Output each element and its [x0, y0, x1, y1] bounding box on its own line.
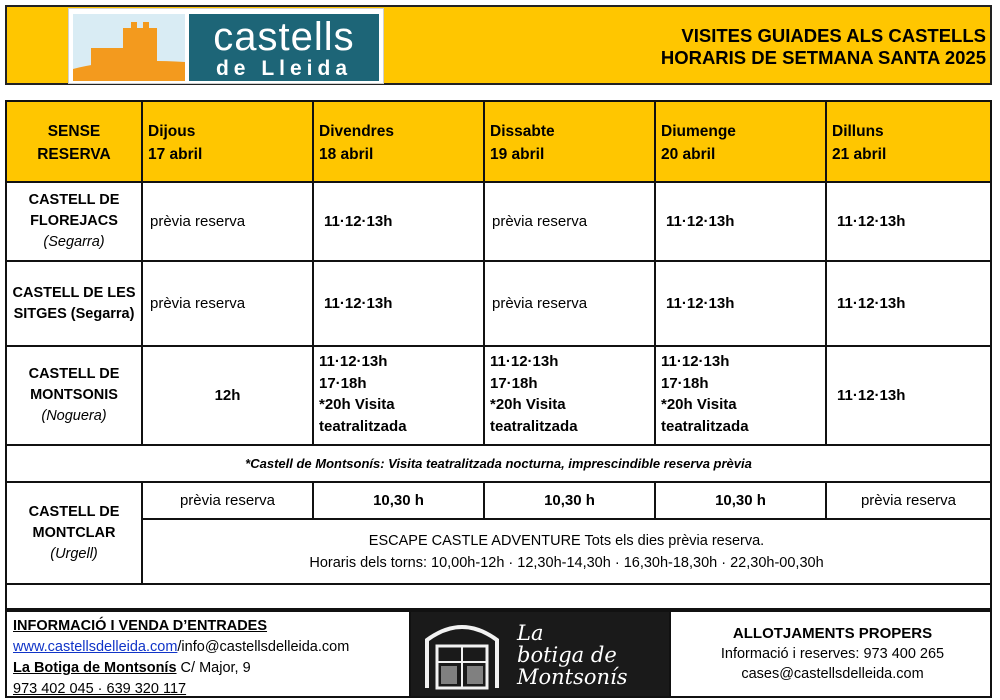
time-line: *20h Visita: [490, 396, 566, 413]
castells-de-lleida-logo: [68, 8, 384, 84]
castle-name: CASTELL DE LES: [12, 284, 136, 301]
time-line: *20h Visita: [661, 396, 737, 413]
time-line: 11·12·13h: [661, 353, 730, 370]
day-header: [656, 102, 827, 183]
castle-region: (Urgell): [50, 545, 98, 562]
castle-icon: [73, 14, 185, 81]
phone-numbers: 973 402 045 · 639 320 117: [13, 681, 187, 697]
day-header: [314, 102, 485, 183]
schedule-table: [5, 100, 992, 610]
corner-line2: RESERVA: [37, 146, 111, 163]
botiga-line3: Montsonís: [517, 665, 628, 689]
castle-name: MONTCLAR: [32, 524, 116, 541]
footer: [5, 610, 992, 698]
castle-name: MONTSONIS: [30, 387, 118, 403]
title-line1: VISITES GUIADES ALS CASTELLS: [681, 25, 986, 46]
escape-line2: Horaris dels torns: 10,00h-12h · 12,30h-14,30h · 16,30h-18,30h · 22,30h-00,30h: [309, 554, 824, 571]
schedule-cell: prèvia reserva: [143, 483, 314, 520]
lodging-phone: Informació i reserves: 973 400 265: [720, 646, 945, 662]
castle-name: CASTELL DE: [28, 366, 120, 382]
botiga-logo: [409, 612, 671, 696]
schedule-cell: 11·12·13h: [656, 262, 827, 347]
day-date: 18 abril: [319, 146, 374, 163]
botiga-line2: botiga de: [517, 643, 617, 667]
castle-region: (Noguera): [41, 408, 107, 424]
ticket-info-title: INFORMACIÓ I VENDA D’ENTRADES: [13, 618, 268, 634]
castle-florejacs: [7, 183, 143, 262]
castle-name: CASTELL DE: [28, 192, 120, 208]
day-header: [827, 102, 990, 183]
time-line: teatralitzada: [319, 417, 407, 435]
schedule-cell: 11·12·13h: [656, 183, 827, 262]
day-name: Dilluns: [832, 123, 884, 140]
schedule-cell: [485, 347, 656, 446]
schedule-cell: 10,30 h: [485, 483, 656, 520]
time-line: teatralitzada: [490, 417, 578, 435]
time-line: *20h Visita: [319, 396, 395, 413]
day-date: 21 abril: [832, 146, 887, 163]
corner-line1: SENSE: [47, 123, 101, 140]
header-banner: [5, 5, 992, 85]
schedule-cell: 12h: [143, 347, 314, 446]
time-line: 17·18h: [319, 374, 367, 392]
logo-line1: castells: [213, 15, 355, 59]
schedule-cell: 11·12·13h: [827, 183, 990, 262]
botiga-wordmark: [517, 622, 628, 688]
day-date: 19 abril: [490, 146, 545, 163]
day-header: [143, 102, 314, 183]
time-line: 17·18h: [661, 374, 709, 392]
schedule-cell: 10,30 h: [656, 483, 827, 520]
day-name: Divendres: [319, 123, 394, 140]
day-header: [485, 102, 656, 183]
schedule-cell: [314, 347, 485, 446]
schedule-cell: 11·12·13h: [827, 262, 990, 347]
logo-wordmark: [189, 14, 379, 81]
escape-castle-info: [143, 520, 990, 585]
ticket-info: [13, 616, 349, 700]
schedule-cell: 11·12·13h: [827, 347, 990, 446]
time-line: 17·18h: [490, 374, 538, 392]
email-text: /info@castellsdelleida.com: [177, 639, 350, 655]
lodging-info: [675, 624, 990, 684]
schedule-cell: prèvia reserva: [485, 183, 656, 262]
schedule-cell: prèvia reserva: [143, 183, 314, 262]
castle-name: FLOREJACS: [30, 213, 118, 229]
day-date: 20 abril: [661, 146, 716, 163]
shop-address: C/ Major, 9: [176, 660, 251, 676]
botiga-line1: La: [517, 621, 544, 645]
castle-region: (Segarra): [43, 234, 105, 250]
logo-line2: de Lleida: [215, 57, 353, 80]
castle-montsonis: [7, 347, 143, 446]
schedule-cell: prèvia reserva: [827, 483, 990, 520]
lodging-email: cases@castellsdelleida.com: [741, 666, 924, 682]
day-name: Dissabte: [490, 123, 555, 140]
day-date: 17 abril: [148, 146, 203, 163]
shop-name: La Botiga de Montsonís: [13, 660, 177, 676]
escape-line1: ESCAPE CASTLE ADVENTURE Tots els dies prèvia reserva.: [368, 532, 765, 549]
corner-header: [7, 102, 143, 183]
castle-montclar: [7, 483, 143, 585]
castle-name: CASTELL DE: [28, 503, 120, 520]
schedule-cell: prèvia reserva: [143, 262, 314, 347]
time-line: teatralitzada: [661, 417, 749, 435]
page-title: [661, 25, 986, 69]
title-line2: HORARIS DE SETMANA SANTA 2025: [660, 47, 986, 68]
shop-door-icon: [421, 618, 503, 690]
schedule-cell: prèvia reserva: [485, 262, 656, 347]
lodging-title: ALLOTJAMENTS PROPERS: [732, 625, 933, 642]
castle-name: SITGES (Segarra): [13, 305, 135, 322]
schedule-cell: [656, 347, 827, 446]
website-link[interactable]: www.castellsdelleida.com: [13, 639, 178, 655]
day-name: Dijous: [148, 123, 196, 140]
day-name: Diumenge: [661, 123, 736, 140]
time-line: 11·12·13h: [490, 353, 559, 370]
schedule-cell: 10,30 h: [314, 483, 485, 520]
montsonis-note: *Castell de Montsonís: Visita teatralitzada nocturna, imprescindible reserva prèvia: [7, 446, 990, 483]
time-line: 11·12·13h: [319, 353, 388, 370]
schedule-cell: 11·12·13h: [314, 262, 485, 347]
castle-sitges: [7, 262, 143, 347]
schedule-cell: 11·12·13h: [314, 183, 485, 262]
